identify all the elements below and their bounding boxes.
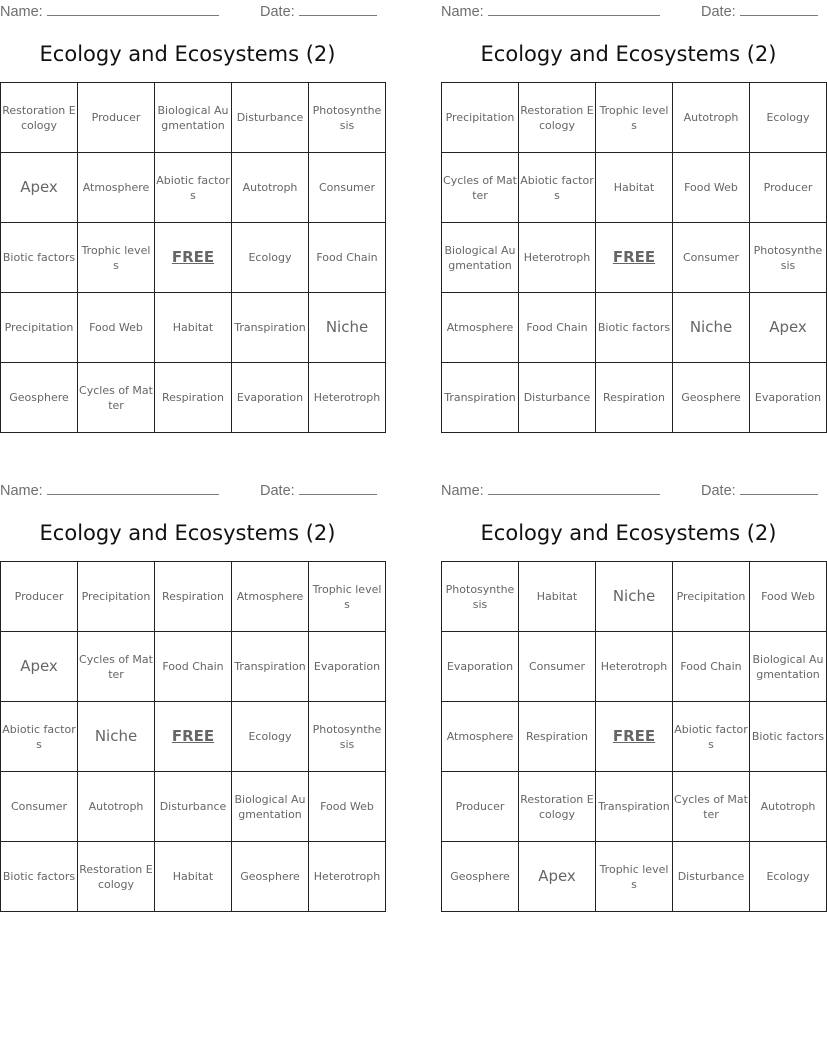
bingo-cell[interactable]: Ecology (750, 842, 827, 912)
bingo-cell[interactable]: Geosphere (232, 842, 309, 912)
grid-row (442, 562, 827, 632)
bingo-cell[interactable]: Niche (309, 293, 386, 363)
grid-row (442, 632, 827, 702)
bingo-cell[interactable]: Ecology (750, 83, 827, 153)
bingo-cell[interactable]: Respiration (155, 562, 232, 632)
grid-row (442, 83, 827, 153)
bingo-cell[interactable]: Photosynthesis (309, 83, 386, 153)
bingo-grid (441, 82, 827, 433)
bingo-cell[interactable]: Disturbance (232, 83, 309, 153)
bingo-cell[interactable]: Disturbance (519, 363, 596, 433)
bingo-cell[interactable]: Restoration Ecology (78, 842, 155, 912)
name-blank-line[interactable] (47, 2, 219, 16)
bingo-cell[interactable]: Evaporation (232, 363, 309, 433)
bingo-cell[interactable]: Habitat (155, 293, 232, 363)
grid-row (1, 562, 386, 632)
bingo-cell[interactable]: Abiotic factors (1, 702, 78, 772)
bingo-cell[interactable]: Restoration Ecology (519, 83, 596, 153)
grid-row (1, 293, 386, 363)
bingo-cell[interactable]: Apex (1, 153, 78, 223)
name-field (0, 481, 219, 499)
bingo-cell[interactable]: Heterotroph (596, 632, 673, 702)
bingo-cell[interactable]: Heterotroph (309, 363, 386, 433)
bingo-cell[interactable]: Apex (1, 632, 78, 702)
free-space-cell[interactable]: FREE (155, 702, 232, 772)
bingo-cell[interactable]: Trophic levels (596, 83, 673, 153)
date-blank-line[interactable] (299, 481, 377, 495)
free-space-cell[interactable]: FREE (155, 223, 232, 293)
grid-row (442, 772, 827, 842)
name-label: Name: (441, 4, 484, 20)
bingo-cell[interactable]: Transpiration (232, 293, 309, 363)
bingo-cell[interactable]: Evaporation (309, 632, 386, 702)
bingo-cell[interactable]: Disturbance (673, 842, 750, 912)
bingo-cell[interactable]: Food Chain (309, 223, 386, 293)
bingo-cell[interactable]: Respiration (155, 363, 232, 433)
grid-row (1, 772, 386, 842)
grid-row (1, 363, 386, 433)
bingo-grid (0, 82, 386, 433)
bingo-cell[interactable]: Abiotic factors (673, 702, 750, 772)
bingo-cell[interactable]: Abiotic factors (155, 153, 232, 223)
card-title: Ecology and Ecosystems (2) (480, 42, 777, 66)
bingo-cell[interactable]: Producer (1, 562, 78, 632)
bingo-cell[interactable]: Transpiration (596, 772, 673, 842)
date-blank-line[interactable] (740, 2, 818, 16)
bingo-cell[interactable]: Consumer (673, 223, 750, 293)
grid-row (1, 702, 386, 772)
date-label: Date: (701, 4, 736, 20)
bingo-cell[interactable]: Trophic levels (596, 842, 673, 912)
bingo-cell[interactable]: Autotroph (78, 772, 155, 842)
date-blank-line[interactable] (740, 481, 818, 495)
bingo-cell[interactable]: Biological Augmentation (442, 223, 519, 293)
grid-row (442, 153, 827, 223)
card-header (0, 479, 375, 503)
bingo-cell[interactable]: Biological Augmentation (750, 632, 827, 702)
bingo-cell[interactable]: Cycles of Matter (78, 632, 155, 702)
bingo-cell[interactable]: Restoration Ecology (519, 772, 596, 842)
card-header (0, 0, 375, 24)
bingo-cell[interactable]: Geosphere (442, 842, 519, 912)
bingo-cell[interactable]: Restoration Ecology (1, 83, 78, 153)
grid-row (1, 83, 386, 153)
bingo-cell[interactable]: Food Chain (519, 293, 596, 363)
card-title: Ecology and Ecosystems (2) (39, 42, 336, 66)
bingo-cell[interactable]: Heterotroph (519, 223, 596, 293)
bingo-cell[interactable]: Photosynthesis (750, 223, 827, 293)
bingo-cell[interactable]: Consumer (309, 153, 386, 223)
grid-row (442, 842, 827, 912)
name-label: Name: (0, 483, 43, 499)
bingo-cell[interactable]: Food Web (309, 772, 386, 842)
date-field (260, 481, 377, 499)
grid-row (442, 223, 827, 293)
bingo-cell[interactable]: Biological Augmentation (232, 772, 309, 842)
bingo-cell[interactable]: Atmosphere (442, 702, 519, 772)
date-label: Date: (701, 483, 736, 499)
free-space-cell[interactable]: FREE (596, 702, 673, 772)
bingo-card (441, 479, 825, 912)
bingo-cell[interactable]: Habitat (155, 842, 232, 912)
grid-row (1, 223, 386, 293)
bingo-cell[interactable]: Atmosphere (442, 293, 519, 363)
name-field (0, 2, 219, 20)
bingo-cell[interactable]: Habitat (596, 153, 673, 223)
bingo-cell[interactable]: Ecology (232, 702, 309, 772)
bingo-cell[interactable]: Food Web (750, 562, 827, 632)
bingo-cell[interactable]: Precipitation (1, 293, 78, 363)
bingo-cell[interactable]: Precipitation (673, 562, 750, 632)
bingo-cell[interactable]: Biological Augmentation (155, 83, 232, 153)
bingo-cell[interactable]: Ecology (232, 223, 309, 293)
bingo-cell[interactable]: Cycles of Matter (673, 772, 750, 842)
bingo-cell[interactable]: Abiotic factors (519, 153, 596, 223)
bingo-cell[interactable]: Biotic factors (750, 702, 827, 772)
bingo-cell[interactable]: Evaporation (442, 632, 519, 702)
bingo-cell[interactable]: Apex (750, 293, 827, 363)
bingo-cell[interactable]: Photosynthesis (442, 562, 519, 632)
bingo-cell[interactable]: Evaporation (750, 363, 827, 433)
date-blank-line[interactable] (299, 2, 377, 16)
bingo-card (441, 0, 823, 433)
bingo-cell[interactable]: Atmosphere (78, 153, 155, 223)
bingo-cell[interactable]: Food Chain (155, 632, 232, 702)
bingo-cell[interactable]: Niche (673, 293, 750, 363)
bingo-cell[interactable]: Autotroph (673, 83, 750, 153)
bingo-cell[interactable]: Food Web (673, 153, 750, 223)
bingo-cell[interactable]: Producer (750, 153, 827, 223)
bingo-cell[interactable]: Food Web (78, 293, 155, 363)
bingo-cell[interactable]: Autotroph (750, 772, 827, 842)
date-field (260, 2, 377, 20)
card-title: Ecology and Ecosystems (2) (39, 521, 336, 545)
bingo-cell[interactable]: Biotic factors (596, 293, 673, 363)
name-label: Name: (441, 483, 484, 499)
bingo-cell[interactable]: Geosphere (1, 363, 78, 433)
bingo-cell[interactable]: Food Chain (673, 632, 750, 702)
name-blank-line[interactable] (47, 481, 219, 495)
bingo-cell[interactable]: Cycles of Matter (78, 363, 155, 433)
bingo-cell[interactable]: Consumer (519, 632, 596, 702)
grid-row (442, 363, 827, 433)
bingo-cell[interactable]: Cycles of Matter (442, 153, 519, 223)
date-label: Date: (260, 4, 295, 20)
bingo-cell[interactable]: Respiration (596, 363, 673, 433)
bingo-cell[interactable]: Niche (78, 702, 155, 772)
card-title: Ecology and Ecosystems (2) (480, 521, 777, 545)
bingo-cell[interactable]: Precipitation (442, 83, 519, 153)
name-field (441, 2, 660, 20)
bingo-card (0, 0, 382, 433)
bingo-cell[interactable]: Producer (78, 83, 155, 153)
bingo-cell[interactable]: Precipitation (78, 562, 155, 632)
bingo-cell[interactable]: Photosynthesis (309, 702, 386, 772)
bingo-cell[interactable]: Apex (519, 842, 596, 912)
bingo-cell[interactable]: Respiration (519, 702, 596, 772)
date-field (701, 2, 818, 20)
bingo-cell[interactable]: Geosphere (673, 363, 750, 433)
bingo-grid (441, 561, 827, 912)
grid-row (442, 702, 827, 772)
bingo-cell[interactable]: Autotroph (232, 153, 309, 223)
name-blank-line[interactable] (488, 481, 660, 495)
bingo-card (0, 479, 382, 912)
grid-row (1, 632, 386, 702)
bingo-cell[interactable]: Niche (596, 562, 673, 632)
bingo-cell[interactable]: Trophic levels (309, 562, 386, 632)
bingo-cell[interactable]: Transpiration (442, 363, 519, 433)
name-field (441, 481, 660, 499)
bingo-cell[interactable]: Producer (442, 772, 519, 842)
bingo-cell[interactable]: Biotic factors (1, 223, 78, 293)
grid-row (1, 153, 386, 223)
bingo-cell[interactable]: Disturbance (155, 772, 232, 842)
bingo-cell[interactable]: Atmosphere (232, 562, 309, 632)
bingo-cell[interactable]: Consumer (1, 772, 78, 842)
bingo-cell[interactable]: Biotic factors (1, 842, 78, 912)
grid-row (1, 842, 386, 912)
bingo-cell[interactable]: Heterotroph (309, 842, 386, 912)
name-blank-line[interactable] (488, 2, 660, 16)
bingo-cell[interactable]: Transpiration (232, 632, 309, 702)
date-field (701, 481, 818, 499)
grid-row (442, 293, 827, 363)
name-label: Name: (0, 4, 43, 20)
bingo-cell[interactable]: Trophic levels (78, 223, 155, 293)
date-label: Date: (260, 483, 295, 499)
bingo-cell[interactable]: Habitat (519, 562, 596, 632)
card-header (441, 0, 816, 24)
card-header (441, 479, 816, 503)
free-space-cell[interactable]: FREE (596, 223, 673, 293)
bingo-grid (0, 561, 386, 912)
